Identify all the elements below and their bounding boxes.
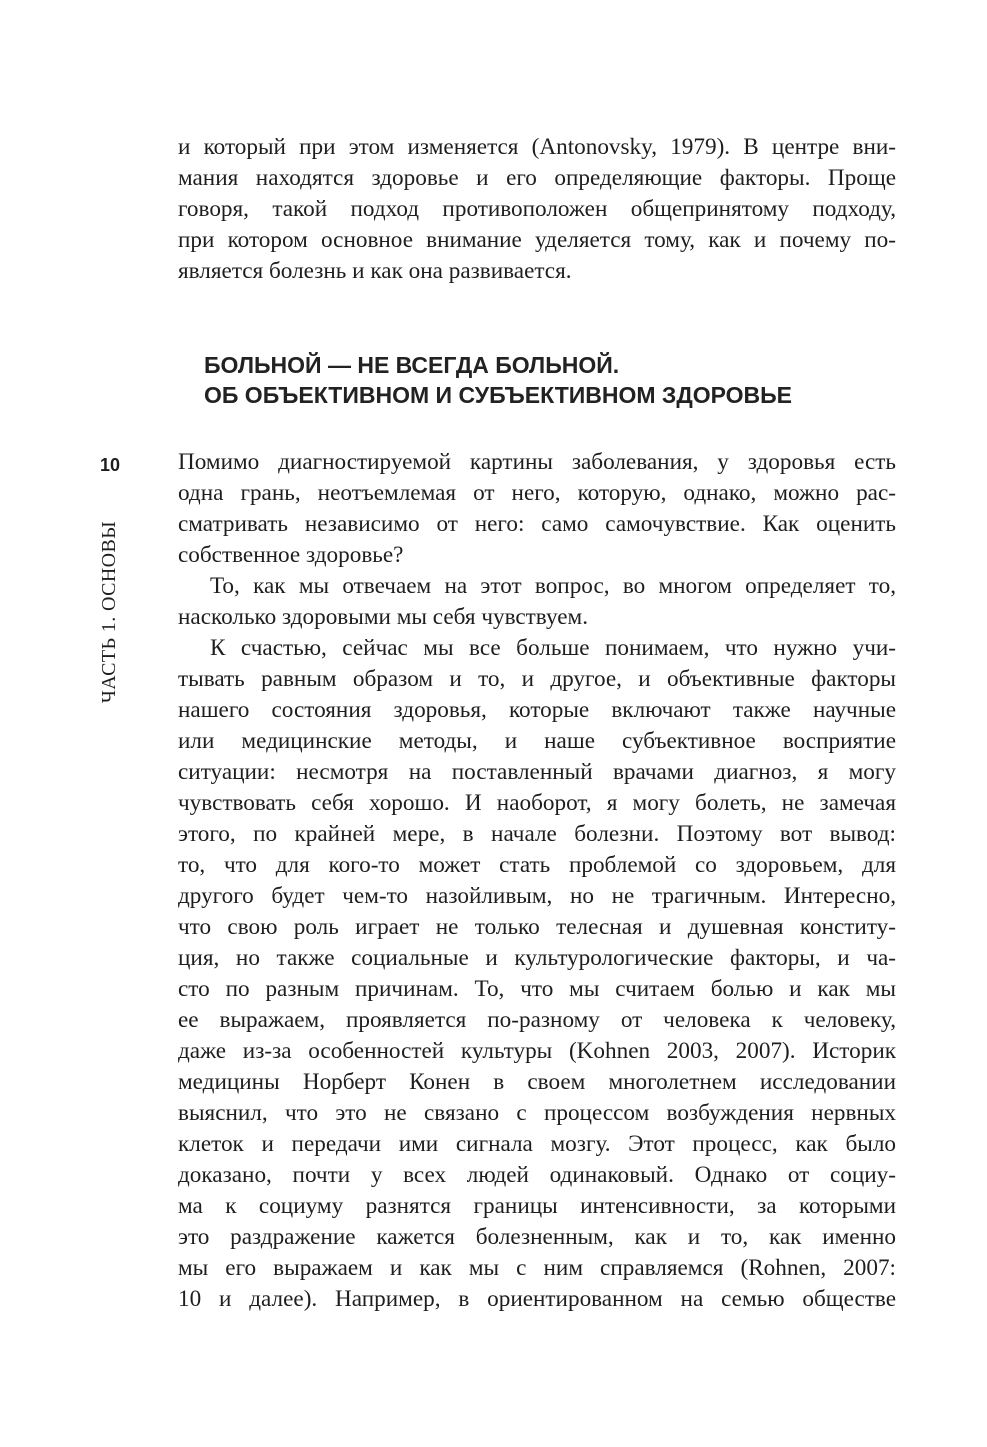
paragraph-line: что свою роль играет не только телесная и душевная конститу-	[178, 914, 896, 940]
paragraph-line: ция, но также социальные и культурологические факторы, и ча-	[178, 945, 896, 971]
intro-line: при котором основное внимание уделяется тому, как и почему по-	[178, 227, 896, 253]
paragraph-line: тывать равным образом и то, и другое, и объективные факторы	[178, 666, 896, 692]
paragraph-line: собственное здоровье?	[178, 542, 404, 568]
paragraph-line: нашего состояния здоровья, которые включают также научные	[178, 697, 896, 723]
paragraph-line: ма к социуму разнятся границы интенсивности, за которыми	[178, 1193, 896, 1219]
intro-line: мания находятся здоровье и его определяющие факторы. Проще	[178, 165, 896, 191]
paragraph-line: это раздражение кажется болезненным, как и то, как именно	[178, 1224, 896, 1250]
paragraph-line: насколько здоровыми мы себя чувствуем.	[178, 604, 589, 630]
paragraph-line: то, что для кого-то может стать проблемой со здоровьем, для	[178, 852, 896, 878]
paragraph-line: ее выражаем, проявляется по-разному от человека к человеку,	[178, 1007, 896, 1033]
intro-line: и который при этом изменяется (Antonovsky, 1979). В центре вни-	[178, 134, 896, 160]
paragraph-line: 10 и далее). Например, в ориентированном на семью обществе	[178, 1286, 896, 1312]
section-heading-line: БОЛЬНОЙ — НЕ ВСЕГДА БОЛЬНОЙ.	[204, 352, 620, 378]
running-head: ЧАСТЬ 1. ОСНОВЫ	[98, 520, 120, 704]
intro-line: является болезнь и как она развивается.	[178, 258, 572, 284]
paragraph-line: даже из-за особенностей культуры (Kohnen 2003, 2007). Историк	[178, 1038, 896, 1064]
paragraph-line: К счастью, сейчас мы все больше понимаем, что нужно учи-	[210, 635, 896, 661]
paragraph-line: клеток и передачи ими сигнала мозгу. Этот процесс, как было	[178, 1131, 896, 1157]
paragraph-line: одна грань, неотъемлемая от него, которую, однако, можно рас-	[178, 480, 896, 506]
paragraph-line: или медицинские методы, и наше субъективное восприятие	[178, 728, 896, 754]
paragraph-line: Помимо диагностируемой картины заболевания, у здоровья есть	[178, 449, 896, 475]
paragraph-line: доказано, почти у всех людей одинаковый. Однако от социу-	[178, 1162, 896, 1188]
paragraph-line: сматривать независимо от него: само самочувствие. Как оценить	[178, 511, 896, 537]
paragraph-line: медицины Норберт Конен в своем многолетнем исследовании	[178, 1069, 896, 1095]
paragraph-line: чувствовать себя хорошо. И наоборот, я могу болеть, не замечая	[178, 790, 896, 816]
paragraph-line: выяснил, что это не связано с процессом возбуждения нервных	[178, 1100, 896, 1126]
paragraph-line: мы его выражаем и как мы с ним справляемся (Rohnen, 2007:	[178, 1255, 896, 1281]
paragraph-line: То, как мы отвечаем на этот вопрос, во многом определяет то,	[210, 573, 896, 599]
paragraph-line: сто по разным причинам. То, что мы считаем болью и как мы	[178, 976, 896, 1002]
intro-line: говоря, такой подход противоположен общепринятому подходу,	[178, 196, 896, 222]
paragraph-line: этого, по крайней мере, в начале болезни. Поэтому вот вывод:	[178, 821, 896, 847]
page-number: 10	[99, 455, 121, 475]
section-heading-line: ОБ ОБЪЕКТИВНОМ И СУБЪЕКТИВНОМ ЗДОРОВЬЕ	[204, 382, 793, 408]
paragraph-line: другого будет чем-то назойливым, но не трагичным. Интересно,	[178, 883, 896, 909]
paragraph-line: ситуации: несмотря на поставленный врачами диагноз, я могу	[178, 759, 896, 785]
